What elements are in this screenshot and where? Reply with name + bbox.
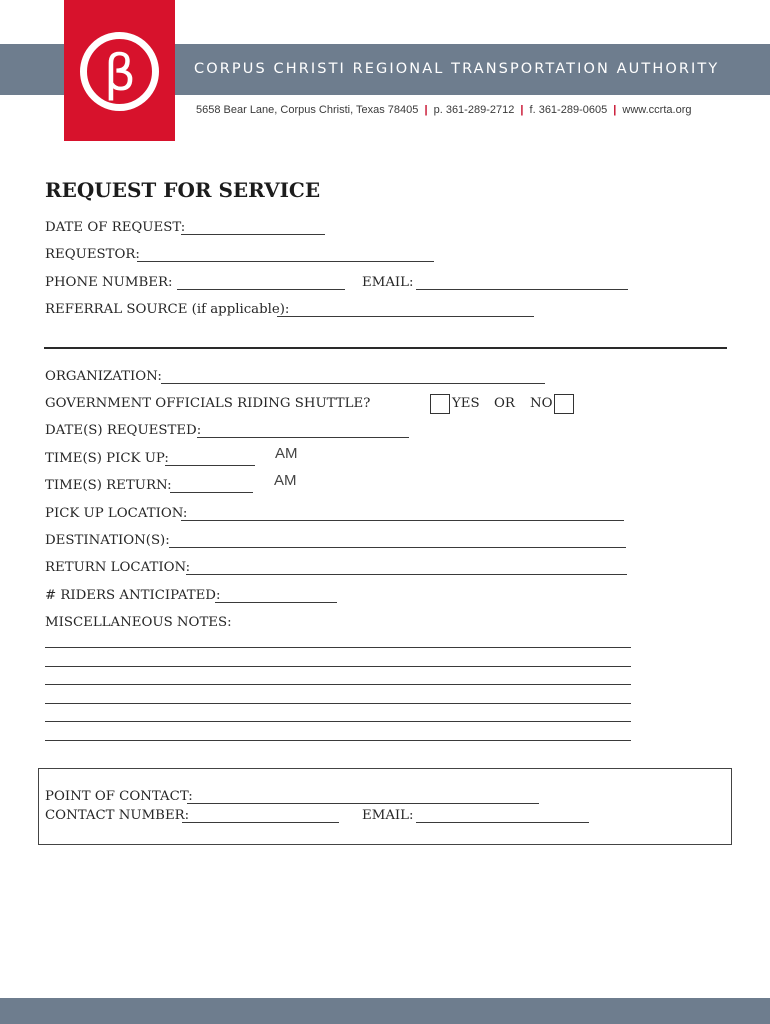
yes-checkbox[interactable]	[430, 394, 450, 414]
requestor-field[interactable]	[137, 261, 434, 262]
pickup-location-label: PICK UP LOCATION:	[45, 506, 188, 521]
agency-address: 5658 Bear Lane, Corpus Christi, Texas 78405	[196, 104, 419, 116]
requestor-label: REQUESTOR:	[45, 247, 140, 262]
time-return-label: TIME(S) RETURN:	[45, 478, 172, 493]
contact-box	[38, 768, 732, 845]
agency-website[interactable]: www.ccrta.org	[622, 104, 692, 116]
organization-label: ORGANIZATION:	[45, 369, 162, 384]
svg-text:β: β	[104, 44, 136, 102]
ccrta-logo	[64, 0, 175, 141]
return-location-field[interactable]	[186, 574, 627, 575]
point-of-contact-label: POINT OF CONTACT:	[45, 789, 193, 804]
separator: |	[613, 104, 617, 116]
agency-name: CORPUS CHRISTI REGIONAL TRANSPORTATION AUTHORITY	[194, 61, 720, 77]
notes-line[interactable]	[45, 721, 631, 722]
referral-source-field[interactable]	[277, 316, 534, 317]
dates-requested-field[interactable]	[197, 437, 409, 438]
am-return: AM	[274, 472, 297, 489]
phone-number-field[interactable]	[177, 289, 345, 290]
beta-logo-icon	[78, 30, 161, 113]
form-title: REQUEST FOR SERVICE	[45, 178, 321, 202]
separator: |	[424, 104, 428, 116]
return-location-label: RETURN LOCATION:	[45, 560, 191, 575]
time-pickup-label: TIME(S) PICK UP:	[45, 451, 169, 466]
notes-line[interactable]	[45, 666, 631, 667]
riders-label: # RIDERS ANTICIPATED:	[45, 588, 221, 603]
notes-line[interactable]	[45, 647, 631, 648]
email-field[interactable]	[416, 289, 628, 290]
dates-requested-label: DATE(S) REQUESTED:	[45, 423, 202, 438]
or-label: OR	[494, 396, 515, 411]
email-label: EMAIL:	[362, 275, 414, 290]
destinations-field[interactable]	[169, 547, 626, 548]
footer-band	[0, 998, 770, 1024]
contact-number-field[interactable]	[182, 822, 339, 823]
agency-contact-line	[196, 104, 691, 116]
no-label: NO	[530, 396, 553, 411]
time-pickup-field[interactable]	[165, 465, 255, 466]
no-checkbox[interactable]	[554, 394, 574, 414]
date-of-request-field[interactable]	[181, 234, 325, 235]
agency-phone: p. 361-289-2712	[433, 104, 515, 116]
yes-label: YES	[452, 396, 480, 411]
contact-email-field[interactable]	[416, 822, 589, 823]
misc-notes-label: MISCELLANEOUS NOTES:	[45, 615, 232, 630]
notes-line[interactable]	[45, 684, 631, 685]
section-divider	[44, 347, 727, 349]
notes-line[interactable]	[45, 740, 631, 741]
organization-field[interactable]	[161, 383, 545, 384]
separator: |	[520, 104, 524, 116]
riders-field[interactable]	[215, 602, 337, 603]
time-return-field[interactable]	[170, 492, 253, 493]
phone-number-label: PHONE NUMBER:	[45, 275, 173, 290]
destinations-label: DESTINATION(S):	[45, 533, 170, 548]
notes-line[interactable]	[45, 703, 631, 704]
am-pickup: AM	[275, 445, 298, 462]
contact-number-label: CONTACT NUMBER:	[45, 808, 190, 823]
date-of-request-label: DATE OF REQUEST:	[45, 220, 186, 235]
referral-source-label: REFERRAL SOURCE (if applicable):	[45, 302, 290, 317]
contact-email-label: EMAIL:	[362, 808, 414, 823]
point-of-contact-field[interactable]	[187, 803, 539, 804]
agency-fax: f. 361-289-0605	[529, 104, 608, 116]
pickup-location-field[interactable]	[181, 520, 624, 521]
gov-officials-label: GOVERNMENT OFFICIALS RIDING SHUTTLE?	[45, 396, 371, 411]
